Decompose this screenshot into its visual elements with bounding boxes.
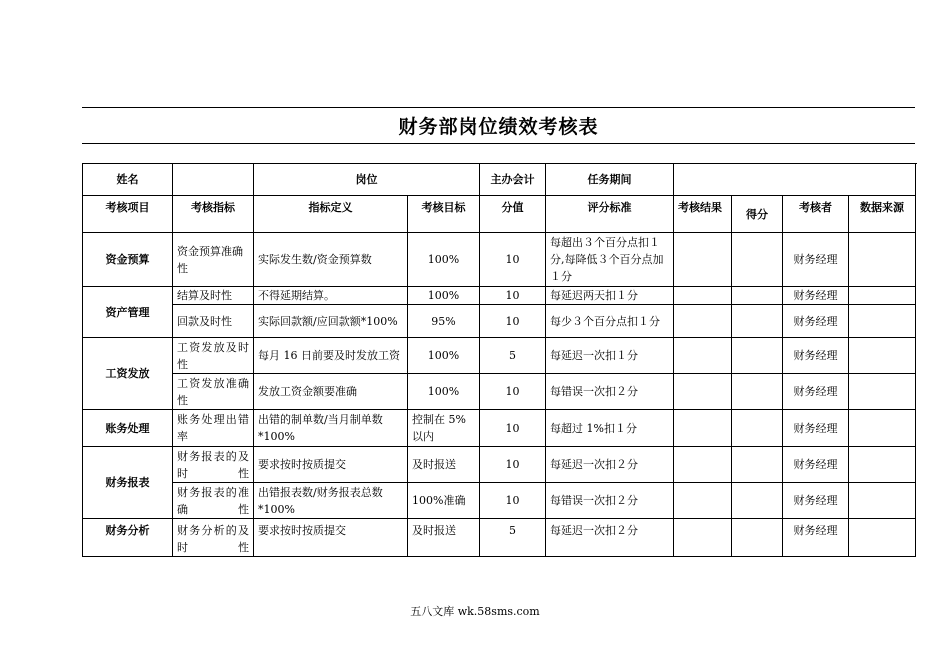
header-cell: 考核目标 <box>408 196 480 233</box>
points-cell <box>732 519 783 557</box>
header-cell: 分值 <box>480 196 546 233</box>
table-row <box>83 447 916 483</box>
post-value: 主办会计 <box>480 164 546 196</box>
indicator-cell: 工资发放及时性 <box>173 338 254 374</box>
score-cell: 10 <box>480 483 546 519</box>
points-cell <box>732 410 783 447</box>
source-cell <box>849 447 916 483</box>
info-row <box>83 164 916 196</box>
score-cell: 10 <box>480 447 546 483</box>
category-cell: 工资发放 <box>83 338 173 410</box>
source-cell <box>849 483 916 519</box>
header-cell: 考核项目 <box>83 196 173 233</box>
definition-cell: 不得延期结算。 <box>254 287 408 305</box>
result-cell <box>674 447 732 483</box>
name-label: 姓名 <box>83 164 173 196</box>
definition-cell: 发放工资金额要准确 <box>254 374 408 410</box>
period-value <box>674 164 916 196</box>
indicator-cell: 资金预算准确性 <box>173 233 254 287</box>
target-cell: 100% <box>408 338 480 374</box>
result-cell <box>674 287 732 305</box>
header-cell: 评分标准 <box>546 196 674 233</box>
indicator-cell: 账务处理出错率 <box>173 410 254 447</box>
indicator-cell: 结算及时性 <box>173 287 254 305</box>
score-cell: 10 <box>480 305 546 338</box>
points-cell <box>732 287 783 305</box>
assessor-cell: 财务经理 <box>783 483 849 519</box>
result-cell <box>674 483 732 519</box>
definition-cell: 实际发生数/资金预算数 <box>254 233 408 287</box>
name-value <box>173 164 254 196</box>
assessor-cell: 财务经理 <box>783 447 849 483</box>
definition-cell: 出错的制单数/当月制单数*100% <box>254 410 408 447</box>
assessment-table <box>82 163 916 557</box>
header-cell: 考核者 <box>783 196 849 233</box>
category-cell: 资产管理 <box>83 287 173 338</box>
result-cell <box>674 410 732 447</box>
header-cell: 考核指标 <box>173 196 254 233</box>
table-row <box>83 287 916 305</box>
target-cell: 100%准确 <box>408 483 480 519</box>
standard-cell: 每延迟一次扣２分 <box>546 447 674 483</box>
standard-cell: 每延迟两天扣１分 <box>546 287 674 305</box>
points-cell <box>732 483 783 519</box>
result-cell <box>674 519 732 557</box>
standard-cell: 每超出３个百分点扣１分,每降低３个百分点加１分 <box>546 233 674 287</box>
source-cell <box>849 287 916 305</box>
footer-watermark: 五八文库 wk.58sms.com <box>410 605 540 618</box>
target-cell: 控制在 5%以内 <box>408 410 480 447</box>
target-cell: 及时报送 <box>408 447 480 483</box>
indicator-cell: 工资发放准确性 <box>173 374 254 410</box>
result-cell <box>674 305 732 338</box>
source-cell <box>849 519 916 557</box>
assessor-cell: 财务经理 <box>783 287 849 305</box>
target-cell: 100% <box>408 374 480 410</box>
category-cell: 账务处理 <box>83 410 173 447</box>
score-cell: 5 <box>480 519 546 557</box>
target-cell: 100% <box>408 233 480 287</box>
assessor-cell: 财务经理 <box>783 305 849 338</box>
points-cell <box>732 305 783 338</box>
source-cell <box>849 233 916 287</box>
post-label: 岗位 <box>254 164 480 196</box>
category-cell: 财务分析 <box>83 519 173 557</box>
definition-cell: 每月 16 日前要及时发放工资 <box>254 338 408 374</box>
header-row <box>83 196 916 233</box>
table-row <box>83 483 916 519</box>
target-cell: 及时报送 <box>408 519 480 557</box>
source-cell <box>849 338 916 374</box>
page-title: 财务部岗位绩效考核表 <box>398 116 599 138</box>
target-cell: 95% <box>408 305 480 338</box>
target-cell: 100% <box>408 287 480 305</box>
period-label: 任务期间 <box>546 164 674 196</box>
points-cell <box>732 338 783 374</box>
score-cell: 10 <box>480 233 546 287</box>
definition-cell: 出错报表数/财务报表总数*100% <box>254 483 408 519</box>
table-row <box>83 519 916 557</box>
source-cell <box>849 410 916 447</box>
table-row <box>83 374 916 410</box>
assessor-cell: 财务经理 <box>783 410 849 447</box>
result-cell <box>674 233 732 287</box>
title-rule-top <box>82 107 915 108</box>
source-cell <box>849 374 916 410</box>
score-cell: 5 <box>480 338 546 374</box>
points-cell <box>732 374 783 410</box>
table-row <box>83 410 916 447</box>
table-row <box>83 338 916 374</box>
table-row <box>83 233 916 287</box>
indicator-cell: 财务报表的及时性 <box>173 447 254 483</box>
points-cell <box>732 233 783 287</box>
standard-cell: 每延迟一次扣２分 <box>546 519 674 557</box>
header-cell: 指标定义 <box>254 196 408 233</box>
standard-cell: 每延迟一次扣１分 <box>546 338 674 374</box>
category-cell: 资金预算 <box>83 233 173 287</box>
score-cell: 10 <box>480 374 546 410</box>
header-cell: 数据来源 <box>849 196 916 233</box>
assessor-cell: 财务经理 <box>783 338 849 374</box>
indicator-cell: 财务分析的及时性 <box>173 519 254 557</box>
definition-cell: 实际回款额/应回款额*100% <box>254 305 408 338</box>
assessor-cell: 财务经理 <box>783 519 849 557</box>
result-cell <box>674 374 732 410</box>
header-cell: 得分 <box>732 196 783 233</box>
indicator-cell: 财务报表的准确性 <box>173 483 254 519</box>
table-row <box>83 305 916 338</box>
indicator-cell: 回款及时性 <box>173 305 254 338</box>
category-cell: 财务报表 <box>83 447 173 519</box>
title-rule-bottom <box>82 143 915 144</box>
standard-cell: 每错误一次扣２分 <box>546 483 674 519</box>
header-cell: 考核结果 <box>674 196 732 233</box>
standard-cell: 每少３个百分点扣１分 <box>546 305 674 338</box>
score-cell: 10 <box>480 410 546 447</box>
standard-cell: 每错误一次扣２分 <box>546 374 674 410</box>
assessor-cell: 财务经理 <box>783 233 849 287</box>
standard-cell: 每超过 1%扣１分 <box>546 410 674 447</box>
definition-cell: 要求按时按质提交 <box>254 447 408 483</box>
source-cell <box>849 305 916 338</box>
definition-cell: 要求按时按质提交 <box>254 519 408 557</box>
assessor-cell: 财务经理 <box>783 374 849 410</box>
score-cell: 10 <box>480 287 546 305</box>
result-cell <box>674 338 732 374</box>
points-cell <box>732 447 783 483</box>
